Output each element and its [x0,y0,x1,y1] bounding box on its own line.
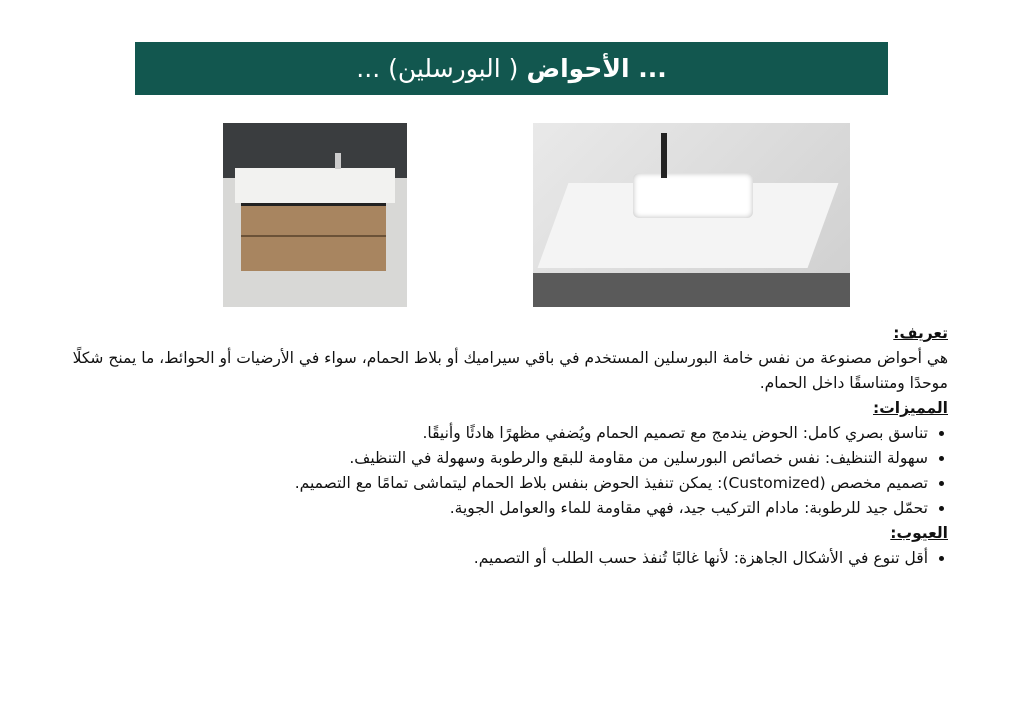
title-bold: ... الأحواض [526,54,667,83]
disadvantages-heading: العيوب: [890,524,948,542]
list-item: • تصميم مخصص (Customized): يمكن تنفيذ الحوض بنفس بلاط الحمام ليتماشى تمامًا مع التصميم. [48,471,928,496]
advantages-heading: المميزات: [873,399,948,417]
advantages-list [48,421,948,521]
definition-text: هي أحواض مصنوعة من نفس خامة البورسلين المستخدم في باقي سيراميك أو بلاط الحمام، سواء في الأرضيات أو الحوائط، ما يمنح شكلًا موحدًا ومتناسقًا داخل الحمام. [72,349,948,392]
vanity-image [223,123,407,307]
list-item: • أقل تنوع في الأشكال الجاهزة: لأنها غالبًا تُنفذ حسب الطلب أو التصميم. [48,546,928,571]
definition-heading: تعريف: [893,324,948,342]
title-regular: ( البورسلين) ... [356,54,519,83]
list-item: • تحمّل جيد للرطوبة: مادام التركيب جيد، فهي مقاومة للماء والعوامل الجوية. [48,496,928,521]
list-item: • تناسق بصري كامل: الحوض يندمج مع تصميم الحمام ويُضفي مظهرًا هادئًا وأنيقًا. [48,421,928,446]
page-title [135,42,888,95]
wall-sink-image [533,123,850,307]
content [48,321,948,571]
disadvantages-list [48,546,948,571]
list-item: • سهولة التنظيف: نفس خصائص البورسلين من مقاومة للبقع والرطوبة وسهولة في التنظيف. [48,446,928,471]
